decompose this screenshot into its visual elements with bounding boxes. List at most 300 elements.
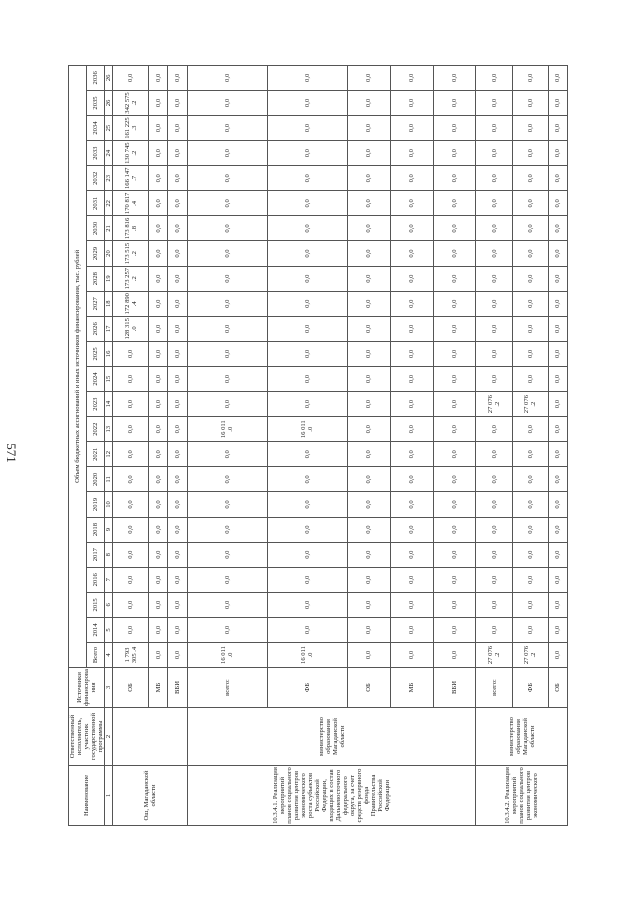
header-year: 2023 — [87, 392, 105, 417]
header-column-number: 9 — [105, 517, 113, 542]
header-row-numbers — [105, 65, 113, 825]
row-year-value: 0,0 — [433, 216, 476, 241]
row-year-value: 0,0 — [512, 141, 548, 166]
row-year-value: 0,0 — [433, 542, 476, 567]
row-year-value: 0,0 — [548, 191, 567, 216]
row-year-value: 0,0 — [168, 141, 187, 166]
row-year-value: 0,0 — [390, 567, 433, 592]
row-year-value: 0,0 — [548, 241, 567, 266]
header-year: 2017 — [87, 542, 105, 567]
row-year-value: 0,0 — [390, 216, 433, 241]
row-year-value: 0,0 — [149, 90, 168, 115]
row-year-value: 0,0 — [168, 542, 187, 567]
row-year-value: 0,0 — [348, 116, 391, 141]
row-year-value: 0,0 — [433, 592, 476, 617]
row-year-value: 0,0 — [512, 542, 548, 567]
header-name: Наименование — [69, 766, 105, 826]
row-year-value: 0,0 — [149, 191, 168, 216]
row-year-value: 0,0 — [267, 517, 347, 542]
row-year-value: 0,0 — [348, 467, 391, 492]
row-year-value: 0,0 — [548, 492, 567, 517]
row-year-value: 0,0 — [168, 266, 187, 291]
row-year-value: 0,0 — [149, 492, 168, 517]
row-total-value: 16 011 .0 — [187, 643, 267, 668]
row-year-value: 0,0 — [187, 291, 267, 316]
header-year: 2024 — [87, 366, 105, 391]
row-year-value: 0,0 — [476, 567, 512, 592]
row-year-value: 0,0 — [168, 116, 187, 141]
row-year-value: 0,0 — [433, 392, 476, 417]
row-source: ОБ — [113, 668, 149, 708]
row-year-value: 27 076 .2 — [476, 392, 512, 417]
row-year-value: 16 011 .0 — [267, 417, 347, 442]
budget-table — [68, 65, 568, 826]
row-year-value: 166 147 .7 — [113, 166, 149, 191]
header-column-number: 1 — [105, 766, 113, 826]
row-year-value: 0,0 — [390, 492, 433, 517]
header-year: 2025 — [87, 341, 105, 366]
row-year-value: 0,0 — [113, 517, 149, 542]
row-year-value: 0,0 — [187, 592, 267, 617]
row-year-value: 0,0 — [548, 417, 567, 442]
row-year-value: 0,0 — [548, 567, 567, 592]
row-year-value: 128 315 .0 — [113, 316, 149, 341]
header-row-titles — [69, 65, 87, 825]
row-year-value: 0,0 — [476, 341, 512, 366]
row-year-value: 0,0 — [113, 392, 149, 417]
header-column-number: 14 — [105, 392, 113, 417]
row-year-value: 0,0 — [548, 366, 567, 391]
row-year-value: 0,0 — [267, 341, 347, 366]
row-year-value: 0,0 — [433, 492, 476, 517]
row-year-value: 0,0 — [548, 617, 567, 642]
row-year-value: 0,0 — [512, 341, 548, 366]
row-year-value: 0,0 — [390, 191, 433, 216]
row-year-value: 0,0 — [168, 417, 187, 442]
row-year-value: 0,0 — [433, 567, 476, 592]
row-name: Ош, Магаданской области — [113, 766, 188, 826]
row-year-value: 0,0 — [390, 266, 433, 291]
row-year-value: 0,0 — [113, 366, 149, 391]
header-column-number: 19 — [105, 266, 113, 291]
row-source: ВБИ — [168, 668, 187, 708]
row-year-value: 0,0 — [476, 617, 512, 642]
row-year-value: 0,0 — [512, 266, 548, 291]
row-year-value: 0,0 — [548, 316, 567, 341]
row-year-value: 0,0 — [187, 266, 267, 291]
row-year-value: 0,0 — [476, 316, 512, 341]
row-year-value: 0,0 — [512, 291, 548, 316]
row-year-value: 172 890 .4 — [113, 291, 149, 316]
row-year-value: 0,0 — [512, 65, 548, 90]
row-responsible — [113, 708, 188, 766]
budget-table-sheet — [68, 66, 562, 826]
row-year-value: 0,0 — [168, 341, 187, 366]
row-year-value: 0,0 — [149, 166, 168, 191]
header-year: 2027 — [87, 291, 105, 316]
row-source: ОБ — [348, 668, 391, 708]
row-year-value: 173 515 .2 — [113, 241, 149, 266]
row-year-value: 0,0 — [168, 90, 187, 115]
row-year-value: 0,0 — [348, 392, 391, 417]
row-year-value: 0,0 — [348, 492, 391, 517]
header-column-number: 24 — [105, 141, 113, 166]
page-number: 571 — [4, 442, 19, 463]
row-year-value: 173 257 .2 — [113, 266, 149, 291]
row-year-value: 0,0 — [149, 567, 168, 592]
row-year-value: 0,0 — [433, 617, 476, 642]
row-year-value: 27 076 .2 — [512, 392, 548, 417]
header-column-number: 4 — [105, 643, 113, 668]
row-year-value: 0,0 — [476, 216, 512, 241]
row-year-value: 0,0 — [187, 467, 267, 492]
row-year-value: 0,0 — [149, 341, 168, 366]
row-year-value: 0,0 — [548, 65, 567, 90]
header-column-number: 17 — [105, 316, 113, 341]
row-year-value: 0,0 — [267, 65, 347, 90]
row-year-value: 0,0 — [149, 141, 168, 166]
row-year-value: 0,0 — [433, 191, 476, 216]
header-source: Источники финансирования — [69, 668, 105, 708]
row-year-value: 0,0 — [548, 141, 567, 166]
header-year: 2033 — [87, 141, 105, 166]
row-year-value: 0,0 — [390, 116, 433, 141]
row-year-value: 0,0 — [149, 617, 168, 642]
header-year: 2029 — [87, 241, 105, 266]
row-year-value: 0,0 — [168, 366, 187, 391]
row-year-value: 0,0 — [267, 141, 347, 166]
row-year-value: 0,0 — [433, 291, 476, 316]
row-year-value: 0,0 — [390, 366, 433, 391]
row-year-value: 0,0 — [548, 266, 567, 291]
row-year-value: 0,0 — [433, 467, 476, 492]
row-year-value: 0,0 — [476, 166, 512, 191]
row-year-value: 0,0 — [512, 492, 548, 517]
row-source: ФБ — [267, 668, 347, 708]
row-year-value: 0,0 — [267, 116, 347, 141]
row-year-value: 0,0 — [348, 417, 391, 442]
row-responsible: министерство образования Магаданской области — [476, 708, 568, 766]
row-year-value: 0,0 — [113, 65, 149, 90]
row-year-value: 0,0 — [348, 341, 391, 366]
row-year-value: 0,0 — [168, 617, 187, 642]
row-year-value: 0,0 — [168, 241, 187, 266]
row-year-value: 0,0 — [348, 316, 391, 341]
row-year-value: 0,0 — [433, 517, 476, 542]
row-year-value: 0,0 — [267, 316, 347, 341]
row-source: всего: — [476, 668, 512, 708]
row-year-value: 0,0 — [512, 417, 548, 442]
row-year-value: 0,0 — [113, 492, 149, 517]
row-year-value: 0,0 — [348, 442, 391, 467]
row-year-value: 0,0 — [348, 617, 391, 642]
row-year-value: 0,0 — [512, 316, 548, 341]
row-year-value: 0,0 — [512, 592, 548, 617]
row-year-value: 0,0 — [348, 65, 391, 90]
header-column-number: 25 — [105, 116, 113, 141]
row-year-value: 0,0 — [113, 617, 149, 642]
row-year-value: 0,0 — [168, 467, 187, 492]
row-year-value: 0,0 — [267, 592, 347, 617]
row-year-value: 0,0 — [548, 116, 567, 141]
row-year-value: 0,0 — [433, 141, 476, 166]
header-column-number: 6 — [105, 592, 113, 617]
row-year-value: 0,0 — [168, 316, 187, 341]
row-year-value: 0,0 — [512, 216, 548, 241]
header-year: 2022 — [87, 417, 105, 442]
row-year-value: 0,0 — [348, 141, 391, 166]
row-source: всего: — [187, 668, 267, 708]
row-year-value: 0,0 — [476, 542, 512, 567]
row-year-value: 0,0 — [476, 291, 512, 316]
row-year-value: 173 816 .8 — [113, 216, 149, 241]
row-year-value: 0,0 — [348, 166, 391, 191]
row-year-value: 0,0 — [390, 141, 433, 166]
row-source: ФБ — [512, 668, 548, 708]
row-year-value: 0,0 — [390, 241, 433, 266]
header-year: 2035 — [87, 90, 105, 115]
row-year-value: 0,0 — [267, 291, 347, 316]
row-year-value: 0,0 — [187, 517, 267, 542]
row-year-value: 0,0 — [433, 65, 476, 90]
header-year: 2019 — [87, 492, 105, 517]
row-year-value: 0,0 — [187, 366, 267, 391]
row-year-value: 0,0 — [168, 191, 187, 216]
row-year-value: 0,0 — [476, 366, 512, 391]
row-year-value: 0,0 — [433, 116, 476, 141]
row-year-value: 0,0 — [390, 316, 433, 341]
row-year-value: 0,0 — [548, 216, 567, 241]
row-year-value: 0,0 — [168, 592, 187, 617]
row-year-value: 0,0 — [168, 517, 187, 542]
row-year-value: 0,0 — [113, 442, 149, 467]
row-year-value: 0,0 — [149, 366, 168, 391]
row-year-value: 0,0 — [267, 392, 347, 417]
row-year-value: 0,0 — [113, 417, 149, 442]
row-year-value: 0,0 — [548, 442, 567, 467]
row-year-value: 0,0 — [187, 341, 267, 366]
row-year-value: 0,0 — [168, 492, 187, 517]
row-year-value: 0,0 — [548, 166, 567, 191]
header-column-number: 10 — [105, 492, 113, 517]
row-year-value: 0,0 — [548, 467, 567, 492]
row-year-value: 0,0 — [267, 617, 347, 642]
row-source: ВБИ — [433, 668, 476, 708]
row-year-value: 0,0 — [390, 442, 433, 467]
row-year-value: 0,0 — [267, 90, 347, 115]
row-year-value: 0,0 — [149, 116, 168, 141]
row-year-value: 0,0 — [168, 291, 187, 316]
header-column-number: 8 — [105, 542, 113, 567]
row-year-value: 0,0 — [267, 266, 347, 291]
row-total-value: 0,0 — [348, 643, 391, 668]
table-row — [476, 65, 512, 825]
row-year-value: 0,0 — [267, 191, 347, 216]
row-year-value: 0,0 — [548, 90, 567, 115]
row-year-value: 0,0 — [390, 392, 433, 417]
row-year-value: 0,0 — [390, 467, 433, 492]
header-year: 2014 — [87, 617, 105, 642]
row-year-value: 0,0 — [149, 291, 168, 316]
row-year-value: 0,0 — [433, 417, 476, 442]
row-year-value: 0,0 — [187, 241, 267, 266]
row-year-value: 0,0 — [348, 542, 391, 567]
row-year-value: 0,0 — [149, 216, 168, 241]
header-column-number: 11 — [105, 467, 113, 492]
header-year: 2034 — [87, 116, 105, 141]
row-year-value: 0,0 — [512, 116, 548, 141]
row-total-value: 0,0 — [433, 643, 476, 668]
row-year-value: 0,0 — [476, 141, 512, 166]
header-year: 2016 — [87, 567, 105, 592]
row-year-value: 0,0 — [168, 442, 187, 467]
row-year-value: 0,0 — [168, 166, 187, 191]
row-year-value: 0,0 — [476, 90, 512, 115]
row-year-value: 0,0 — [390, 542, 433, 567]
page-number-strip — [0, 0, 22, 905]
row-total-value: 27 076 .2 — [512, 643, 548, 668]
row-year-value: 0,0 — [187, 90, 267, 115]
header-year: 2015 — [87, 592, 105, 617]
table-body — [113, 65, 568, 825]
row-year-value: 0,0 — [187, 492, 267, 517]
row-year-value: 0,0 — [390, 341, 433, 366]
row-year-value: 0,0 — [149, 392, 168, 417]
row-total-value: 16 011 .0 — [267, 643, 347, 668]
row-year-value: 0,0 — [187, 216, 267, 241]
row-year-value: 0,0 — [149, 442, 168, 467]
row-year-value: 0,0 — [187, 166, 267, 191]
table-row — [113, 65, 149, 825]
row-year-value: 0,0 — [433, 341, 476, 366]
header-year: 2028 — [87, 266, 105, 291]
row-year-value: 0,0 — [476, 65, 512, 90]
row-year-value: 0,0 — [187, 316, 267, 341]
header-year: 2031 — [87, 191, 105, 216]
row-year-value: 0,0 — [168, 392, 187, 417]
row-year-value: 0,0 — [390, 65, 433, 90]
row-year-value: 0,0 — [512, 241, 548, 266]
header-column-number: 5 — [105, 617, 113, 642]
row-year-value: 0,0 — [548, 517, 567, 542]
header-responsible: Ответственный исполнитель, участник государственной программы — [69, 708, 105, 766]
row-year-value: 0,0 — [149, 316, 168, 341]
row-year-value: 0,0 — [512, 366, 548, 391]
row-year-value: 0,0 — [433, 241, 476, 266]
row-year-value: 0,0 — [512, 517, 548, 542]
row-year-value: 0,0 — [113, 592, 149, 617]
row-year-value: 0,0 — [512, 442, 548, 467]
row-year-value: 0,0 — [267, 467, 347, 492]
header-year: 2030 — [87, 216, 105, 241]
row-year-value: 0,0 — [267, 442, 347, 467]
header-column-number: 18 — [105, 291, 113, 316]
row-year-value: 0,0 — [476, 592, 512, 617]
row-year-value: 0,0 — [433, 366, 476, 391]
row-year-value: 0,0 — [187, 392, 267, 417]
header-column-number: 16 — [105, 341, 113, 366]
row-year-value: 0,0 — [433, 316, 476, 341]
row-source: МБ — [390, 668, 433, 708]
row-year-value: 0,0 — [348, 266, 391, 291]
row-year-value: 0,0 — [548, 341, 567, 366]
row-year-value: 0,0 — [168, 567, 187, 592]
row-year-value: 0,0 — [348, 216, 391, 241]
row-year-value: 0,0 — [348, 567, 391, 592]
row-year-value: 0,0 — [548, 592, 567, 617]
row-year-value: 0,0 — [149, 65, 168, 90]
row-year-value: 0,0 — [433, 266, 476, 291]
header-volume: Объем бюджетных ассигнований и иных источников финансирования, тыс. рублей — [69, 65, 87, 667]
row-year-value: 0,0 — [512, 90, 548, 115]
row-year-value: 0,0 — [476, 191, 512, 216]
row-total-value: 0,0 — [149, 643, 168, 668]
table-row — [187, 65, 267, 825]
row-year-value: 0,0 — [267, 366, 347, 391]
row-year-value: 0,0 — [187, 617, 267, 642]
row-year-value: 0,0 — [187, 542, 267, 567]
row-year-value: 0,0 — [149, 241, 168, 266]
header-column-number: 26 — [105, 90, 113, 115]
header-total: Всего — [87, 643, 105, 668]
row-total-value: 27 076 .2 — [476, 643, 512, 668]
row-total-value: 0,0 — [168, 643, 187, 668]
header-year: 2020 — [87, 467, 105, 492]
row-year-value: 0,0 — [433, 166, 476, 191]
header-year: 2021 — [87, 442, 105, 467]
row-year-value: 0,0 — [390, 90, 433, 115]
row-year-value: 0,0 — [548, 542, 567, 567]
row-year-value: 0,0 — [187, 442, 267, 467]
header-column-number: 13 — [105, 417, 113, 442]
row-year-value: 0,0 — [476, 417, 512, 442]
row-year-value: 0,0 — [390, 417, 433, 442]
row-name: 10.3.4.1. Реализация мероприятий планов социального развития центров экономического роста субъектов Российской Федерации, входящих в состав Дальневосточного федерального округа, за счет средств резервного фонда Правительства Российской Федерации — [187, 766, 476, 826]
row-year-value: 0,0 — [390, 617, 433, 642]
row-year-value: 0,0 — [390, 291, 433, 316]
row-year-value: 0,0 — [390, 517, 433, 542]
row-year-value: 342 575 .2 — [113, 90, 149, 115]
row-year-value: 0,0 — [149, 417, 168, 442]
header-column-number: 22 — [105, 191, 113, 216]
row-year-value: 170 817 .4 — [113, 191, 149, 216]
row-total-value: 1 793 305 .4 — [113, 643, 149, 668]
row-year-value: 0,0 — [348, 90, 391, 115]
row-year-value: 0,0 — [267, 542, 347, 567]
row-year-value: 0,0 — [267, 492, 347, 517]
row-name: 10.3.4.2. Реализация мероприятий планов социального развития центров экономического — [476, 766, 568, 826]
row-year-value: 0,0 — [113, 467, 149, 492]
row-year-value: 0,0 — [267, 567, 347, 592]
row-year-value: 0,0 — [476, 442, 512, 467]
row-year-value: 0,0 — [512, 467, 548, 492]
header-column-number: 23 — [105, 166, 113, 191]
row-year-value: 0,0 — [348, 291, 391, 316]
row-year-value: 0,0 — [149, 467, 168, 492]
row-year-value: 161 225 .3 — [113, 116, 149, 141]
row-source: МБ — [149, 668, 168, 708]
row-year-value: 0,0 — [476, 492, 512, 517]
header-year: 2018 — [87, 517, 105, 542]
row-year-value: 0,0 — [390, 166, 433, 191]
row-year-value: 0,0 — [149, 592, 168, 617]
row-year-value: 0,0 — [168, 65, 187, 90]
row-year-value: 0,0 — [113, 567, 149, 592]
header-column-number: 2 — [105, 708, 113, 766]
row-year-value: 0,0 — [113, 542, 149, 567]
header-column-number: 15 — [105, 366, 113, 391]
header-column-number: 20 — [105, 241, 113, 266]
